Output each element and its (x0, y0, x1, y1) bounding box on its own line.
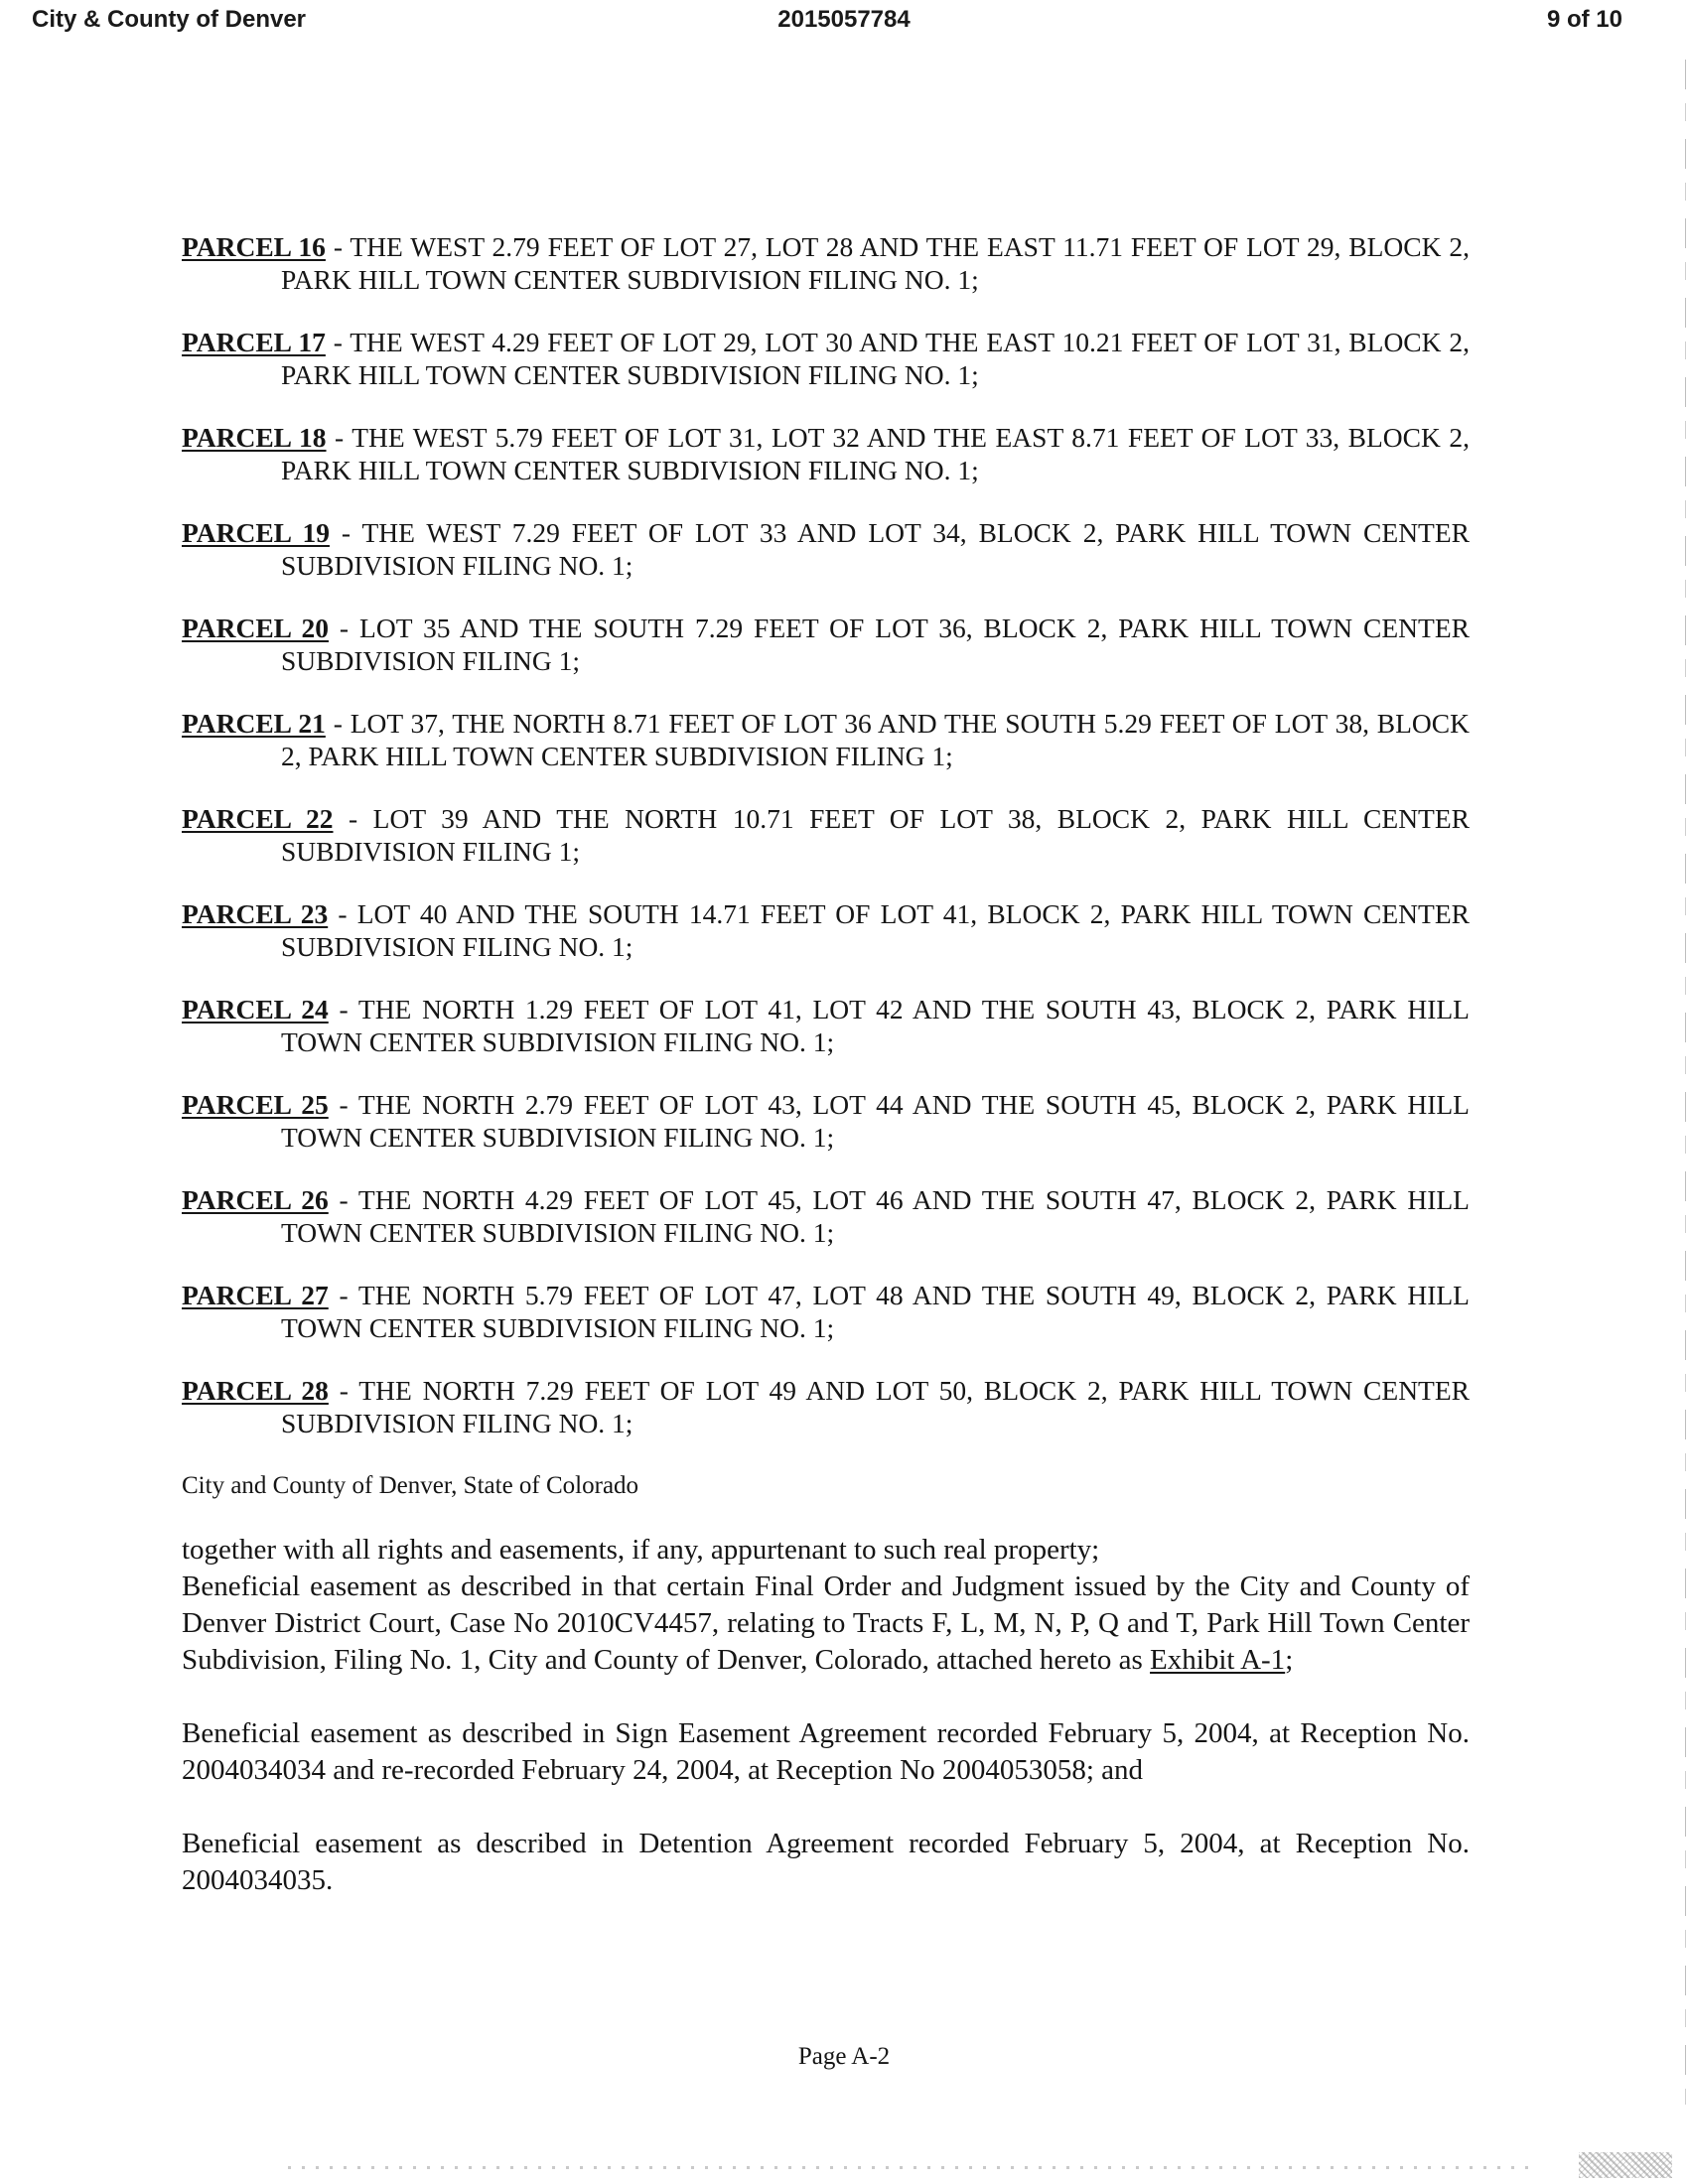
header-county: City & County of Denver (32, 6, 307, 33)
parcel-entry (182, 707, 1470, 772)
parcel-entry (182, 1088, 1470, 1154)
location-line: City and County of Denver, State of Colorado (182, 1472, 639, 1499)
rights-line: together with all rights and easements, if any, appurtenant to such real property; (182, 1534, 1100, 1566)
scan-artifact-dots (288, 2166, 1529, 2169)
parcel-entry (182, 421, 1470, 486)
parcel-description: - THE NORTH 5.79 FEET OF LOT 47, LOT 48 AND THE SOUTH 49, BLOCK 2, PARK HILL TOWN CENTER SUBDIVISION FILING NO. 1; (281, 1280, 1470, 1343)
parcel-entry (182, 1279, 1470, 1344)
parcel-description: - LOT 39 AND THE NORTH 10.71 FEET OF LOT 38, BLOCK 2, PARK HILL CENTER SUBDIVISION FILING 1; (281, 803, 1470, 867)
easement1-text: Beneficial easement as described in that certain Final Order and Judgment issued by the City and County of Denver District Court, Case No 2010CV4457, relating to Tracts F, L, M, N, P, Q and T, Park Hill Town Center Subdivision, Filing No. 1, City and County of Denver, Colorado, attached hereto as (182, 1570, 1470, 1676)
parcel-entry (182, 516, 1470, 582)
parcel-description: - THE WEST 7.29 FEET OF LOT 33 AND LOT 34, BLOCK 2, PARK HILL TOWN CENTER SUBDIVISION FILING NO. 1; (281, 517, 1470, 581)
parcel-description: - THE WEST 5.79 FEET OF LOT 31, LOT 32 AND THE EAST 8.71 FEET OF LOT 33, BLOCK 2, PARK HILL TOWN CENTER SUBDIVISION FILING NO. 1; (281, 422, 1470, 485)
sign-easement-paragraph: Beneficial easement as described in Sign Easement Agreement recorded February 5, 2004, at Reception No. 2004034034 and re-recorded February 24, 2004, at Reception No 2004053058; and (182, 1717, 1470, 1786)
parcel-name: PARCEL 25 (182, 1089, 329, 1120)
parcel-description: - LOT 40 AND THE SOUTH 14.71 FEET OF LOT 41, BLOCK 2, PARK HILL TOWN CENTER SUBDIVISION FILING NO. 1; (281, 898, 1470, 962)
parcel-description: - THE NORTH 7.29 FEET OF LOT 49 AND LOT 50, BLOCK 2, PARK HILL TOWN CENTER SUBDIVISION FILING NO. 1; (281, 1375, 1470, 1438)
parcel-description: - THE WEST 2.79 FEET OF LOT 27, LOT 28 AND THE EAST 11.71 FEET OF LOT 29, BLOCK 2, PARK HILL TOWN CENTER SUBDIVISION FILING NO. 1; (281, 231, 1470, 295)
parcel-name: PARCEL 24 (182, 994, 329, 1024)
parcel-entry (182, 897, 1470, 963)
parcel-name: PARCEL 18 (182, 422, 327, 453)
scan-artifact-corner (1579, 2152, 1672, 2178)
parcel-entry (182, 1374, 1470, 1439)
document-header (0, 0, 1688, 44)
parcel-name: PARCEL 21 (182, 708, 326, 739)
parcel-description: - THE WEST 4.29 FEET OF LOT 29, LOT 30 AND THE EAST 10.21 FEET OF LOT 31, BLOCK 2, PARK HILL TOWN CENTER SUBDIVISION FILING NO. 1; (281, 327, 1470, 390)
parcel-name: PARCEL 27 (182, 1280, 329, 1310)
parcel-name: PARCEL 28 (182, 1375, 329, 1406)
parcel-description: - THE NORTH 4.29 FEET OF LOT 45, LOT 46 AND THE SOUTH 47, BLOCK 2, PARK HILL TOWN CENTER SUBDIVISION FILING NO. 1; (281, 1184, 1470, 1248)
parcel-name: PARCEL 22 (182, 803, 334, 834)
parcel-entry (182, 612, 1470, 677)
page-number: Page A-2 (797, 2043, 891, 2070)
parcel-name: PARCEL 17 (182, 327, 326, 357)
parcel-entry (182, 326, 1470, 391)
header-reception-number: 2015057784 (777, 6, 911, 33)
document-body (182, 230, 1470, 1899)
parcel-entry (182, 1183, 1470, 1249)
rights-paragraph (182, 1532, 1470, 1679)
easement1-end: ; (1285, 1644, 1294, 1676)
parcel-entry (182, 993, 1470, 1058)
detention-easement-paragraph: Beneficial easement as described in Detention Agreement recorded February 5, 2004, at Reception No. 2004034035. (182, 1828, 1470, 1896)
exhibit-a1-link[interactable]: Exhibit A-1 (1150, 1644, 1286, 1676)
parcel-entry (182, 802, 1470, 868)
parcel-description: - LOT 35 AND THE SOUTH 7.29 FEET OF LOT 36, BLOCK 2, PARK HILL TOWN CENTER SUBDIVISION FILING 1; (281, 613, 1470, 676)
parcel-name: PARCEL 20 (182, 613, 329, 643)
parcel-entry (182, 230, 1470, 296)
header-page-count: 9 of 10 (1546, 6, 1622, 33)
scan-edge-line (1685, 60, 1686, 2105)
parcel-description: - LOT 37, THE NORTH 8.71 FEET OF LOT 36 AND THE SOUTH 5.29 FEET OF LOT 38, BLOCK 2, PARK HILL TOWN CENTER SUBDIVISION FILING 1; (281, 708, 1470, 771)
parcel-name: PARCEL 19 (182, 517, 330, 548)
parcel-name: PARCEL 16 (182, 231, 326, 262)
parcel-name: PARCEL 26 (182, 1184, 329, 1215)
parcel-description: - THE NORTH 1.29 FEET OF LOT 41, LOT 42 AND THE SOUTH 43, BLOCK 2, PARK HILL TOWN CENTER SUBDIVISION FILING NO. 1; (281, 994, 1470, 1057)
parcel-name: PARCEL 23 (182, 898, 329, 929)
parcel-description: - THE NORTH 2.79 FEET OF LOT 43, LOT 44 AND THE SOUTH 45, BLOCK 2, PARK HILL TOWN CENTER SUBDIVISION FILING NO. 1; (281, 1089, 1470, 1153)
parcel-list (182, 230, 1470, 1439)
